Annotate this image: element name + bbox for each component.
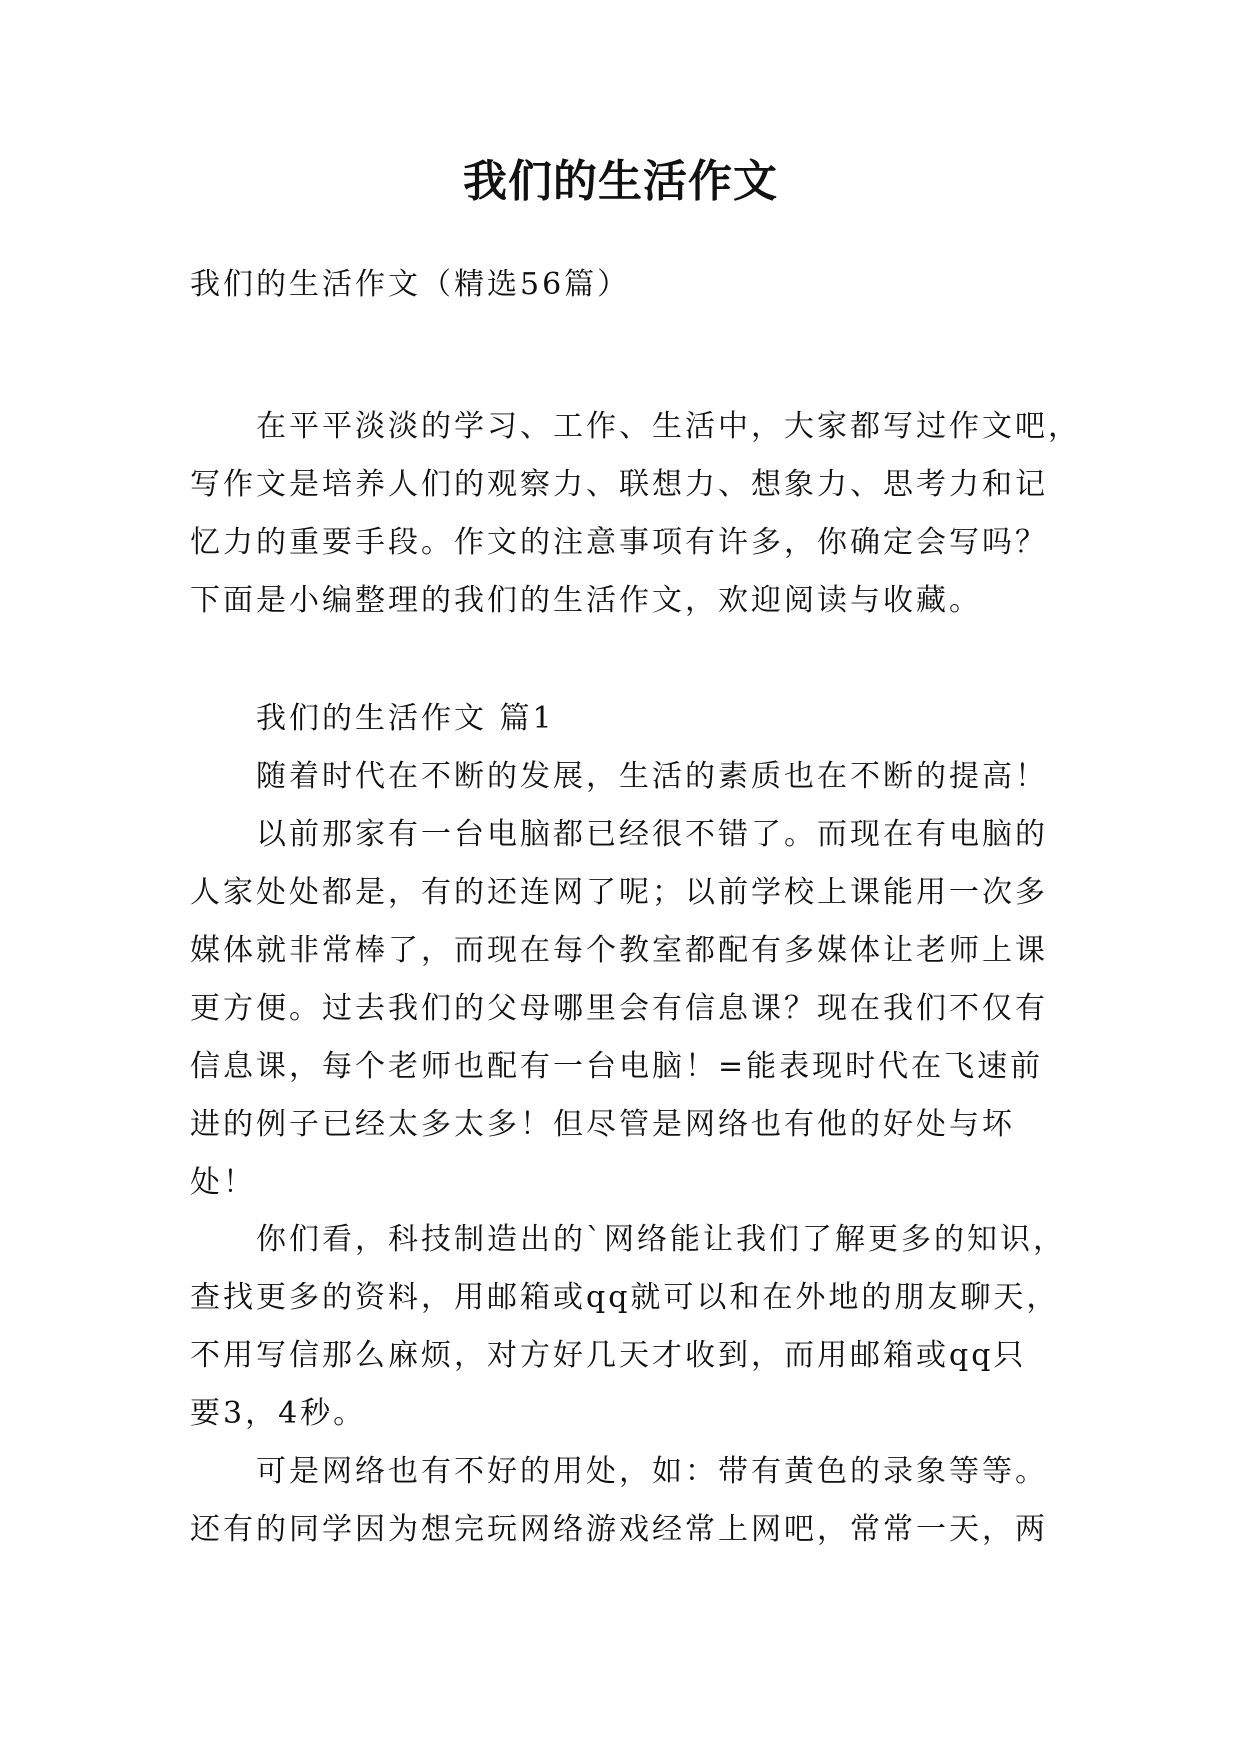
paragraph-line: 可是网络也有不好的用处，如：带有黄色的录象等等。 [256, 1454, 1048, 1489]
essay-paragraph-2 [190, 1211, 1070, 1443]
paragraph-line: 媒体就非常棒了，而现在每个教室都配有多媒体让老师上课 [190, 933, 1048, 968]
paragraph-line: 你们看，科技制造出的`网络能让我们了解更多的知识， [256, 1222, 1066, 1257]
intro-line: 写作文是培养人们的观察力、联想力、想象力、思考力和记 [190, 467, 1048, 502]
intro-paragraph [190, 398, 1081, 630]
paragraph-line: 人家处处都是，有的还连网了呢；以前学校上课能用一次多 [190, 875, 1048, 910]
intro-line: 忆力的重要手段。作文的注意事项有许多，你确定会写吗？ [190, 525, 1048, 560]
section-heading: 我们的生活作文 篇1 [256, 701, 555, 736]
paragraph-line: 要3，4秒。 [190, 1396, 367, 1431]
paragraph-line: 进的例子已经太多太多！但尽管是网络也有他的好处与坏 [190, 1107, 1015, 1142]
intro-line: 在平平淡淡的学习、工作、生活中，大家都写过作文吧， [256, 409, 1081, 444]
essay-paragraph-3 [190, 1443, 1070, 1559]
paragraph-line: 处！ [190, 1165, 256, 1200]
paragraph-line: 以前那家有一台电脑都已经很不错了。而现在有电脑的 [256, 817, 1048, 852]
essay-paragraph-1 [190, 748, 1070, 1212]
paragraph-line: 查找更多的资料，用邮箱或qq就可以和在外地的朋友聊天， [190, 1280, 1060, 1315]
paragraph-line: 随着时代在不断的发展，生活的素质也在不断的提高！ [256, 759, 1048, 794]
paragraph-line: 还有的同学因为想完玩网络游戏经常上网吧，常常一天，两 [190, 1512, 1048, 1547]
document-title: 我们的生活作文 [463, 156, 778, 207]
paragraph-line: 更方便。过去我们的父母哪里会有信息课？现在我们不仅有 [190, 991, 1048, 1026]
paragraph-line: 信息课，每个老师也配有一台电脑！=能表现时代在飞速前 [190, 1049, 1044, 1084]
document-subtitle: 我们的生活作文（精选56篇） [190, 267, 631, 302]
paragraph-line: 不用写信那么麻烦，对方好几天才收到，而用邮箱或qq只 [190, 1338, 1027, 1373]
intro-line: 下面是小编整理的我们的生活作文，欢迎阅读与收藏。 [190, 583, 982, 618]
